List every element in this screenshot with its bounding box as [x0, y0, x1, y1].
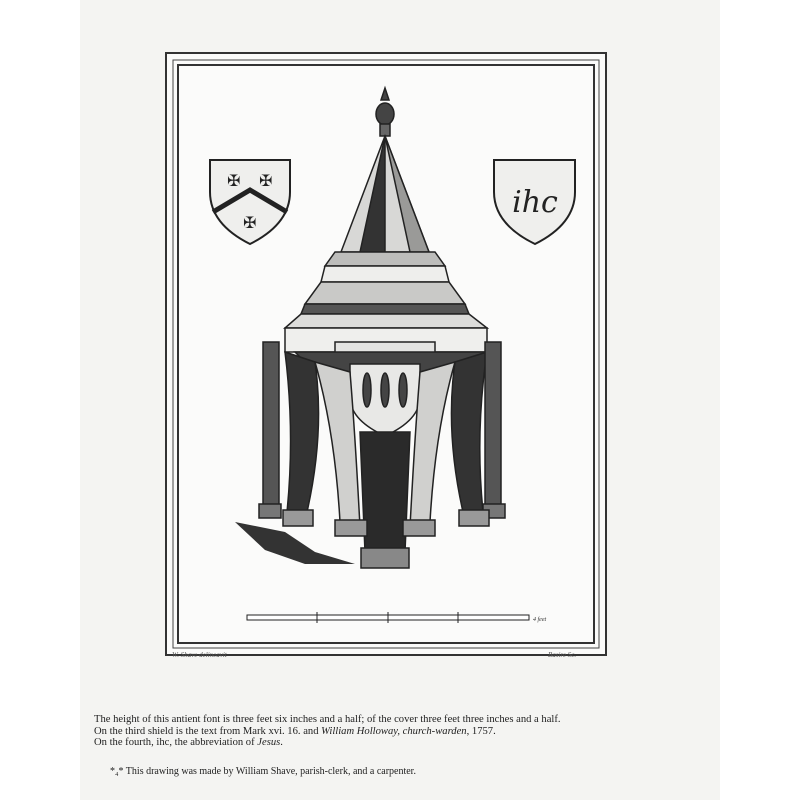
caption-line-1: The height of this antient font is three feet six inches and a half; of the cover three feet three inches and a half.	[94, 714, 561, 725]
font-engraving	[165, 52, 607, 656]
svg-text:✠: ✠	[259, 171, 273, 190]
footnote: *₄* This drawing was made by William Shave, parish-clerk, and a carpenter.	[110, 766, 416, 777]
engraved-plate	[165, 52, 607, 656]
caption-line-2: On the third shield is the text from Mark xvi. 16. and William Holloway, church-warden, 1757.	[94, 725, 496, 737]
credit-left: W. Shave delineavit	[172, 651, 227, 659]
plate-caption	[94, 714, 714, 749]
svg-text:✠: ✠	[227, 171, 241, 190]
svg-text:ihc: ihc	[512, 185, 558, 220]
scale-label: 4 feet	[533, 617, 547, 623]
caption-line-3: On the fourth, ihc, the abbreviation of Jesus.	[94, 737, 283, 749]
svg-text:✠: ✠	[243, 213, 257, 232]
credit-right: Basire Sc.	[548, 651, 577, 659]
